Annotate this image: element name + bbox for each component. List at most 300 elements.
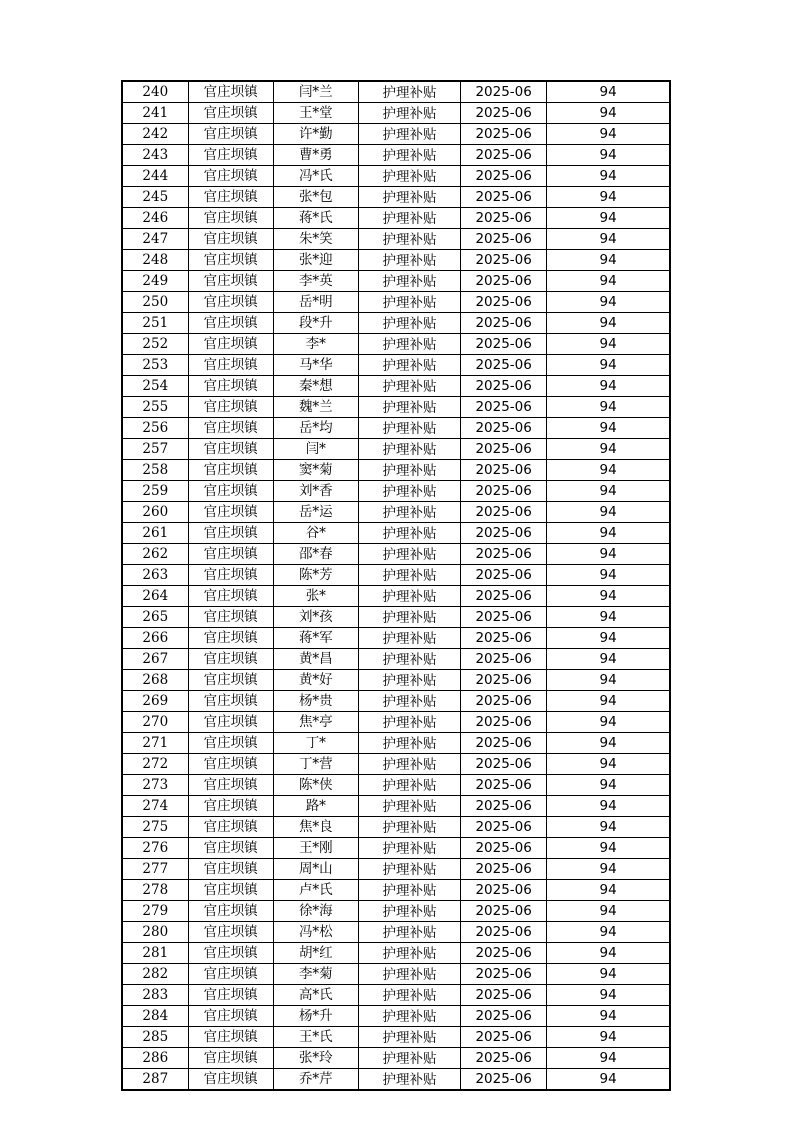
cell-row-number-text: 281 (142, 945, 169, 961)
cell-person-name (273, 586, 358, 607)
cell-subsidy-type-text: 护理补贴 (382, 1051, 437, 1067)
table-row (122, 229, 670, 250)
cell-town (188, 838, 273, 859)
cell-person-name (273, 859, 358, 880)
cell-person-name (273, 670, 358, 691)
cell-row-number-text: 278 (142, 882, 169, 898)
cell-row-number (122, 565, 188, 586)
cell-town-text: 官庄坝镇 (203, 1029, 258, 1045)
cell-town-text: 官庄坝镇 (203, 441, 258, 457)
cell-person-name-text: 高*氏 (298, 987, 333, 1003)
cell-row-number (122, 607, 188, 628)
cell-amount-text: 94 (599, 189, 617, 205)
cell-month-text: 2025-06 (475, 588, 532, 604)
cell-row-number (122, 376, 188, 397)
cell-subsidy-type-text: 护理补贴 (382, 799, 437, 815)
cell-amount-text: 94 (599, 546, 617, 562)
cell-town-text: 官庄坝镇 (203, 462, 258, 478)
cell-row-number-text: 261 (142, 525, 169, 541)
cell-row-number-text: 284 (142, 1008, 169, 1024)
cell-row-number (122, 775, 188, 796)
cell-row-number-text: 270 (142, 714, 169, 730)
cell-subsidy-type (358, 1006, 460, 1027)
cell-subsidy-type (358, 859, 460, 880)
cell-amount (547, 733, 670, 754)
cell-person-name-text: 杨*升 (298, 1008, 333, 1024)
cell-row-number (122, 418, 188, 439)
cell-month (461, 607, 547, 628)
cell-row-number-text: 243 (142, 147, 169, 163)
cell-row-number (122, 796, 188, 817)
cell-subsidy-type-text: 护理补贴 (382, 988, 437, 1004)
cell-month (461, 313, 547, 334)
cell-month-text: 2025-06 (475, 1050, 532, 1066)
cell-row-number-text: 264 (142, 588, 169, 604)
cell-month-text: 2025-06 (475, 273, 532, 289)
cell-town-text: 官庄坝镇 (203, 420, 258, 436)
cell-month-text: 2025-06 (475, 966, 532, 982)
cell-row-number-text: 282 (142, 966, 169, 982)
cell-subsidy-type-text: 护理补贴 (382, 757, 437, 773)
cell-person-name (273, 523, 358, 544)
cell-row-number (122, 649, 188, 670)
cell-row-number-text: 253 (142, 357, 169, 373)
cell-subsidy-type-text: 护理补贴 (382, 253, 437, 269)
cell-town-text: 官庄坝镇 (203, 189, 258, 205)
table-row (122, 775, 670, 796)
cell-month (461, 628, 547, 649)
cell-person-name-text: 窦*菊 (298, 462, 333, 478)
cell-person-name (273, 187, 358, 208)
cell-row-number-text: 272 (142, 756, 169, 772)
cell-amount-text: 94 (599, 420, 617, 436)
cell-amount (547, 397, 670, 418)
cell-amount-text: 94 (599, 756, 617, 772)
cell-subsidy-type-text: 护理补贴 (382, 463, 437, 479)
cell-amount-text: 94 (599, 1008, 617, 1024)
cell-row-number (122, 355, 188, 376)
cell-town-text: 官庄坝镇 (203, 504, 258, 520)
cell-subsidy-type-text: 护理补贴 (382, 694, 437, 710)
cell-person-name (273, 544, 358, 565)
cell-row-number (122, 544, 188, 565)
cell-month-text: 2025-06 (475, 336, 532, 352)
cell-amount-text: 94 (599, 798, 617, 814)
cell-month-text: 2025-06 (475, 882, 532, 898)
cell-row-number (122, 334, 188, 355)
cell-month (461, 355, 547, 376)
cell-subsidy-type-text: 护理补贴 (382, 631, 437, 647)
cell-row-number (122, 1006, 188, 1027)
cell-month (461, 838, 547, 859)
cell-month (461, 1027, 547, 1048)
cell-person-name (273, 376, 358, 397)
cell-subsidy-type (358, 817, 460, 838)
cell-amount-text: 94 (599, 168, 617, 184)
cell-amount (547, 607, 670, 628)
cell-row-number (122, 229, 188, 250)
cell-row-number-text: 246 (142, 210, 169, 226)
cell-town-text: 官庄坝镇 (203, 819, 258, 835)
cell-amount-text: 94 (599, 672, 617, 688)
cell-subsidy-type (358, 943, 460, 964)
cell-month (461, 775, 547, 796)
cell-person-name-text: 刘*香 (298, 483, 333, 499)
cell-subsidy-type (358, 481, 460, 502)
table-row (122, 649, 670, 670)
cell-subsidy-type (358, 586, 460, 607)
cell-person-name-text: 岳*运 (298, 504, 333, 520)
cell-town (188, 313, 273, 334)
cell-town (188, 397, 273, 418)
cell-town-text: 官庄坝镇 (203, 672, 258, 688)
cell-month-text: 2025-06 (475, 315, 532, 331)
cell-subsidy-type (358, 81, 460, 103)
cell-subsidy-type-text: 护理补贴 (382, 736, 437, 752)
cell-person-name-text: 陈*芳 (298, 567, 333, 583)
cell-row-number-text: 266 (142, 630, 169, 646)
cell-row-number (122, 880, 188, 901)
cell-town (188, 649, 273, 670)
cell-amount-text: 94 (599, 105, 617, 121)
cell-town (188, 334, 273, 355)
cell-amount (547, 796, 670, 817)
cell-person-name (273, 607, 358, 628)
cell-subsidy-type (358, 250, 460, 271)
table-row (122, 145, 670, 166)
cell-row-number-text: 276 (142, 840, 169, 856)
cell-town-text: 官庄坝镇 (203, 987, 258, 1003)
subsidy-table (121, 80, 671, 1091)
cell-row-number-text: 259 (142, 483, 169, 499)
cell-row-number (122, 817, 188, 838)
cell-town-text: 官庄坝镇 (203, 147, 258, 163)
cell-person-name (273, 250, 358, 271)
cell-subsidy-type (358, 796, 460, 817)
cell-town-text: 官庄坝镇 (203, 105, 258, 121)
cell-month (461, 292, 547, 313)
cell-person-name (273, 124, 358, 145)
cell-town (188, 166, 273, 187)
table-row (122, 292, 670, 313)
table-row (122, 586, 670, 607)
cell-month-text: 2025-06 (475, 210, 532, 226)
cell-month (461, 145, 547, 166)
cell-town (188, 859, 273, 880)
cell-row-number (122, 166, 188, 187)
cell-amount-text: 94 (599, 231, 617, 247)
cell-month-text: 2025-06 (475, 525, 532, 541)
cell-person-name-text: 岳*明 (298, 294, 333, 310)
cell-town-text: 官庄坝镇 (203, 651, 258, 667)
cell-subsidy-type-text: 护理补贴 (382, 1072, 437, 1088)
cell-town-text: 官庄坝镇 (203, 756, 258, 772)
cell-subsidy-type (358, 901, 460, 922)
cell-month (461, 208, 547, 229)
cell-row-number-text: 274 (142, 798, 169, 814)
cell-month (461, 880, 547, 901)
cell-subsidy-type-text: 护理补贴 (382, 547, 437, 563)
cell-row-number-text: 252 (142, 336, 169, 352)
cell-amount (547, 145, 670, 166)
cell-row-number (122, 670, 188, 691)
cell-subsidy-type (358, 712, 460, 733)
cell-row-number-text: 240 (142, 84, 169, 100)
cell-row-number (122, 1027, 188, 1048)
cell-town-text: 官庄坝镇 (203, 273, 258, 289)
cell-subsidy-type-text: 护理补贴 (382, 610, 437, 626)
cell-row-number (122, 124, 188, 145)
cell-row-number-text: 244 (142, 168, 169, 184)
cell-person-name-text: 李*菊 (298, 966, 333, 982)
cell-month (461, 523, 547, 544)
cell-row-number (122, 187, 188, 208)
cell-town (188, 81, 273, 103)
cell-town-text: 官庄坝镇 (203, 252, 258, 268)
cell-town-text: 官庄坝镇 (203, 315, 258, 331)
cell-subsidy-type-text: 护理补贴 (382, 379, 437, 395)
cell-row-number (122, 754, 188, 775)
cell-amount (547, 838, 670, 859)
cell-town (188, 292, 273, 313)
cell-amount (547, 81, 670, 103)
cell-amount-text: 94 (599, 378, 617, 394)
cell-month-text: 2025-06 (475, 1008, 532, 1024)
cell-town (188, 733, 273, 754)
cell-month (461, 481, 547, 502)
cell-town (188, 187, 273, 208)
cell-subsidy-type-text: 护理补贴 (382, 1030, 437, 1046)
cell-month (461, 985, 547, 1006)
cell-person-name-text: 刘*孩 (298, 609, 333, 625)
cell-person-name-text: 冯*松 (298, 924, 333, 940)
cell-amount-text: 94 (599, 882, 617, 898)
cell-person-name (273, 712, 358, 733)
cell-month (461, 691, 547, 712)
cell-person-name (273, 901, 358, 922)
cell-town (188, 523, 273, 544)
cell-row-number (122, 523, 188, 544)
cell-town (188, 1048, 273, 1069)
cell-subsidy-type (358, 502, 460, 523)
cell-amount (547, 208, 670, 229)
cell-town-text: 官庄坝镇 (203, 840, 258, 856)
cell-person-name-text: 秦*想 (298, 378, 333, 394)
table-row (122, 1048, 670, 1069)
cell-amount (547, 586, 670, 607)
cell-row-number (122, 1048, 188, 1069)
cell-amount (547, 943, 670, 964)
cell-subsidy-type-text: 护理补贴 (382, 841, 437, 857)
cell-person-name-text: 蒋*军 (298, 630, 333, 646)
cell-month-text: 2025-06 (475, 546, 532, 562)
cell-amount-text: 94 (599, 1029, 617, 1045)
cell-person-name-text: 岳*均 (298, 420, 333, 436)
table-row (122, 943, 670, 964)
cell-person-name-text: 杨*贵 (298, 693, 333, 709)
cell-subsidy-type (358, 607, 460, 628)
cell-amount-text: 94 (599, 294, 617, 310)
cell-person-name-text: 蒋*氏 (298, 210, 333, 226)
cell-subsidy-type (358, 355, 460, 376)
cell-row-number-text: 260 (142, 504, 169, 520)
cell-amount-text: 94 (599, 462, 617, 478)
cell-town-text: 官庄坝镇 (203, 483, 258, 499)
cell-subsidy-type-text: 护理补贴 (382, 862, 437, 878)
cell-row-number-text: 255 (142, 399, 169, 415)
cell-person-name-text: 王*刚 (298, 840, 333, 856)
cell-town (188, 565, 273, 586)
cell-row-number (122, 985, 188, 1006)
cell-subsidy-type (358, 271, 460, 292)
cell-row-number-text: 267 (142, 651, 169, 667)
cell-person-name (273, 145, 358, 166)
cell-person-name-text: 李*英 (298, 273, 333, 289)
cell-subsidy-type-text: 护理补贴 (382, 337, 437, 353)
cell-town-text: 官庄坝镇 (203, 294, 258, 310)
cell-month-text: 2025-06 (475, 567, 532, 583)
cell-row-number-text: 245 (142, 189, 169, 205)
cell-town (188, 544, 273, 565)
cell-person-name (273, 460, 358, 481)
cell-town (188, 712, 273, 733)
cell-month (461, 565, 547, 586)
cell-subsidy-type-text: 护理补贴 (382, 505, 437, 521)
cell-person-name-text: 焦*亭 (298, 714, 333, 730)
cell-subsidy-type-text: 护理补贴 (382, 883, 437, 899)
cell-town (188, 901, 273, 922)
cell-month-text: 2025-06 (475, 630, 532, 646)
cell-row-number-text: 285 (142, 1029, 169, 1045)
cell-month (461, 649, 547, 670)
cell-row-number (122, 901, 188, 922)
cell-month (461, 901, 547, 922)
cell-person-name (273, 1069, 358, 1091)
cell-subsidy-type (358, 691, 460, 712)
cell-person-name-text: 冯*氏 (298, 168, 333, 184)
cell-row-number (122, 250, 188, 271)
cell-month-text: 2025-06 (475, 735, 532, 751)
cell-person-name (273, 1027, 358, 1048)
cell-amount (547, 628, 670, 649)
cell-subsidy-type (358, 460, 460, 481)
cell-row-number (122, 733, 188, 754)
cell-town (188, 418, 273, 439)
cell-town-text: 官庄坝镇 (203, 693, 258, 709)
cell-subsidy-type-text: 护理补贴 (382, 778, 437, 794)
cell-person-name-text: 魏*兰 (298, 399, 333, 415)
cell-subsidy-type (358, 880, 460, 901)
cell-subsidy-type-text: 护理补贴 (382, 169, 437, 185)
cell-subsidy-type-text: 护理补贴 (382, 652, 437, 668)
cell-amount (547, 754, 670, 775)
cell-subsidy-type (358, 166, 460, 187)
cell-amount-text: 94 (599, 273, 617, 289)
cell-subsidy-type-text: 护理补贴 (382, 589, 437, 605)
cell-subsidy-type (358, 145, 460, 166)
cell-month (461, 964, 547, 985)
cell-amount-text: 94 (599, 126, 617, 142)
cell-person-name (273, 754, 358, 775)
table-row (122, 166, 670, 187)
cell-subsidy-type (358, 124, 460, 145)
cell-amount-text: 94 (599, 651, 617, 667)
cell-row-number (122, 922, 188, 943)
cell-person-name (273, 103, 358, 124)
cell-town (188, 964, 273, 985)
cell-subsidy-type (358, 838, 460, 859)
table-row (122, 985, 670, 1006)
cell-subsidy-type (358, 628, 460, 649)
cell-amount-text: 94 (599, 714, 617, 730)
cell-subsidy-type (358, 775, 460, 796)
cell-subsidy-type-text: 护理补贴 (382, 274, 437, 290)
cell-month (461, 1069, 547, 1091)
cell-month-text: 2025-06 (475, 714, 532, 730)
cell-amount (547, 649, 670, 670)
cell-row-number-text: 271 (142, 735, 169, 751)
cell-row-number (122, 691, 188, 712)
table-row (122, 733, 670, 754)
cell-amount-text: 94 (599, 924, 617, 940)
cell-row-number (122, 1069, 188, 1091)
cell-town (188, 502, 273, 523)
cell-person-name-text: 闫*兰 (298, 84, 333, 100)
cell-month-text: 2025-06 (475, 651, 532, 667)
cell-row-number (122, 628, 188, 649)
cell-person-name-text: 王*堂 (298, 105, 333, 121)
cell-amount (547, 124, 670, 145)
cell-row-number (122, 292, 188, 313)
cell-amount (547, 460, 670, 481)
cell-town (188, 628, 273, 649)
cell-town-text: 官庄坝镇 (203, 126, 258, 142)
table-body (122, 81, 670, 1090)
cell-subsidy-type-text: 护理补贴 (382, 484, 437, 500)
cell-person-name (273, 796, 358, 817)
cell-town-text: 官庄坝镇 (203, 567, 258, 583)
cell-person-name (273, 313, 358, 334)
cell-town-text: 官庄坝镇 (203, 861, 258, 877)
cell-row-number-text: 269 (142, 693, 169, 709)
cell-person-name (273, 649, 358, 670)
cell-amount (547, 1006, 670, 1027)
table-row (122, 523, 670, 544)
cell-amount (547, 712, 670, 733)
cell-row-number-text: 286 (142, 1050, 169, 1066)
table-row (122, 1069, 670, 1091)
cell-month-text: 2025-06 (475, 609, 532, 625)
cell-person-name-text: 徐*海 (298, 903, 333, 919)
cell-subsidy-type (358, 376, 460, 397)
cell-person-name-text: 陈*侠 (298, 777, 333, 793)
cell-amount (547, 691, 670, 712)
table-row (122, 187, 670, 208)
table-row (122, 628, 670, 649)
cell-person-name-text: 胡*红 (298, 945, 333, 961)
cell-amount-text: 94 (599, 945, 617, 961)
cell-person-name (273, 733, 358, 754)
cell-subsidy-type-text: 护理补贴 (382, 526, 437, 542)
cell-month-text: 2025-06 (475, 168, 532, 184)
cell-amount-text: 94 (599, 630, 617, 646)
cell-month (461, 670, 547, 691)
cell-person-name (273, 1006, 358, 1027)
cell-town (188, 754, 273, 775)
cell-month (461, 754, 547, 775)
cell-subsidy-type (358, 418, 460, 439)
cell-month (461, 544, 547, 565)
